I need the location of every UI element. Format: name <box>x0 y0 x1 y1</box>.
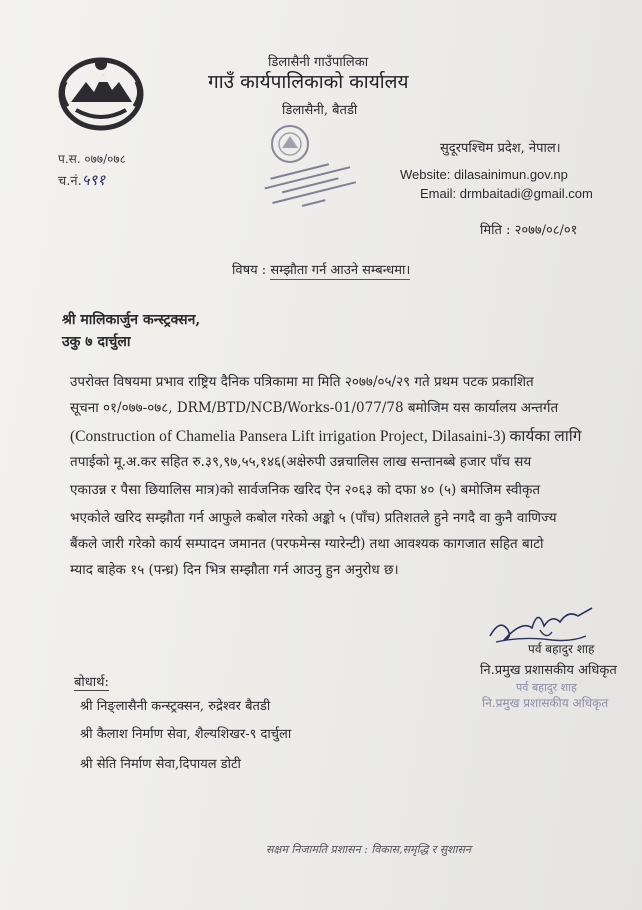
body-line-5: एकाउन्न र पैसा छियालिस मात्र)को सार्वजनिक खरिद ऐन २०६३ को दफा ४० (५) बमोजिम स्वीकृत <box>70 482 541 498</box>
office-address: डिलासैनी, बैतडी <box>282 103 358 118</box>
email-text: Email: drmbaitadi@gmail.com <box>420 186 593 201</box>
municipality-name: डिलासैनी गाउँपालिका <box>268 55 369 70</box>
reference-cn-value: ५९१ <box>81 171 106 189</box>
office-round-stamp <box>252 118 372 222</box>
website-text: Website: dilasainimun.gov.np <box>400 167 568 182</box>
cc-item: श्री सेति निर्माण सेवा,दिपायल डोटी <box>80 757 241 772</box>
body-line-4: तपाईको मू.अ.कर सहित रु.३९,९७,५५,१४६(अक्षेरुपी उन्नचालिस लाख सन्तानब्बे हजार पाँच सय <box>70 454 532 470</box>
body-line-8: म्याद बाहेक १५ (पन्ध्र) दिन भित्र सम्झौता गर्न आउनु हुन अनुरोध छ। <box>70 562 399 578</box>
footer-slogan: सक्षम निजामति प्रशासन : विकास,समृद्धि र सुशासन <box>266 843 472 856</box>
cc-item: श्री कैलाश निर्माण सेवा, शैल्यशिखर-९ दार्चुला <box>80 727 292 742</box>
reference-ps <box>58 150 126 167</box>
reference-ps-label: प.स. <box>58 152 81 166</box>
reference-cn <box>58 170 105 190</box>
signatory-designation: नि.प्रमुख प्रशासकीय अधिकृत <box>480 663 617 678</box>
signatory-stamp-name: पर्व बहादुर शाह <box>516 681 577 694</box>
reference-cn-label: च.नं. <box>58 174 82 189</box>
subject-line <box>232 260 410 278</box>
reference-ps-value: ०७७/०७८ <box>84 152 126 166</box>
body-line-1: उपरोक्त विषयमा प्रभाव राष्ट्रिय दैनिक पत्रिकामा मा मिति २०७७/०५/२९ गते प्रथम पटक प्रकाशित <box>70 374 534 390</box>
cc-item: श्री निङ्लासैनी कन्स्ट्रक्सन, रुद्रेश्वर बैतडी <box>80 699 271 714</box>
signatory-name: पर्व बहादुर शाह <box>528 642 595 656</box>
office-title: गाउँ कार्यपालिकाको कार्यालय <box>208 71 409 93</box>
body-line-2: सूचना ०१/०७७-०७८, DRM/BTD/NCB/Works-01/077/78 बमोजिम यस कार्यालय अन्तर्गत <box>70 400 559 416</box>
body-line-7: बैंकले जारी गरेको कार्य सम्पादन जमानत (परफमेन्स ग्यारेन्टी) तथा आवश्यक कागजात सहित बाटो <box>70 536 544 552</box>
body-line-3: (Construction of Chamelia Pansera Lift irrigation Project, Dilasaini-3) कार्यका लागि <box>70 428 582 445</box>
subject-label: विषय : <box>232 263 267 278</box>
letter-date: मिति : २०७७/०८/०१ <box>480 223 578 238</box>
body-line-6: भएकोले खरिद सम्झौता गर्न आफुले कबोल गरेको अङ्को ५ (पाँच) प्रतिशतले हुने नगदै वा कुनै वाणिज्य <box>70 510 557 526</box>
cc-title: बोधार्थ: <box>74 672 109 691</box>
subject-text: सम्झौता गर्न आउने सम्बन्धमा। <box>270 263 411 278</box>
signatory-stamp-designation: नि.प्रमुख प्रशासकीय अधिकृत <box>482 696 609 710</box>
recipient-address: उकु ७ दार्चुला <box>62 334 131 350</box>
nepal-emblem-logo <box>56 52 146 132</box>
recipient-name: श्री मालिकार्जुन कन्स्ट्रक्सन, <box>62 312 201 328</box>
province-name: सुदूरपश्चिम प्रदेश, नेपाल। <box>440 141 561 156</box>
